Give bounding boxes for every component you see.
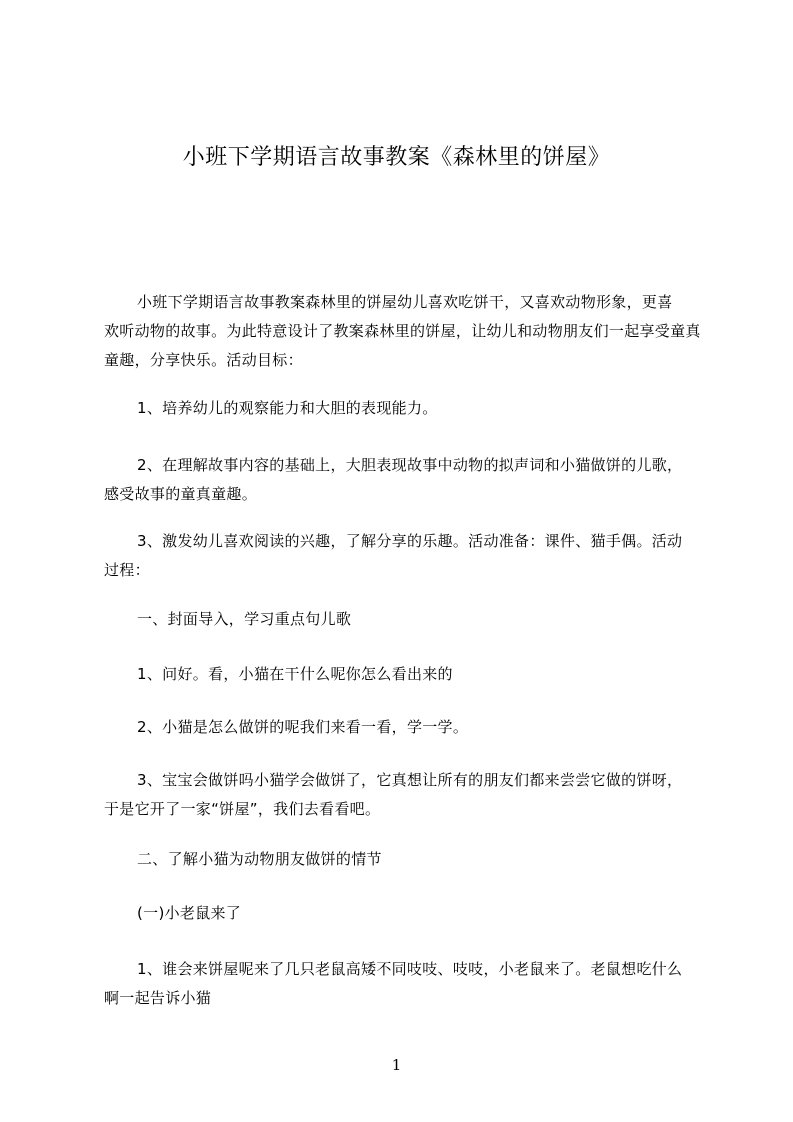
subsection-heading — [104, 899, 704, 928]
paragraph-step-1 — [104, 660, 704, 689]
paragraph-mouse-1 — [104, 955, 704, 1013]
paragraph-goal-2 — [104, 451, 704, 509]
section-heading-2 — [104, 845, 704, 874]
paragraph-first-line: 1、培养幼儿的观察能力和大胆的表现能力。 — [137, 399, 438, 417]
paragraph-first-line: 2、在理解故事内容的基础上，大胆表现故事中动物的拟声词和小猫做饼的儿歌， — [137, 456, 683, 474]
paragraph-goal-3 — [104, 527, 704, 585]
paragraph-intro — [104, 288, 704, 375]
paragraph-first-line: 2、小猫是怎么做饼的呢我们来看一看，学一学。 — [137, 718, 469, 736]
paragraph-first-line: 1、谁会来饼屋呢来了几只老鼠高矮不同吱吱、吱吱，小老鼠来了。老鼠想吃什么 — [137, 960, 683, 978]
paragraph-continuation: 欢听动物的故事。为此特意设计了教案森林里的饼屋，让幼儿和动物朋友们一起享受童真童趣，分享快乐。活动目标： — [104, 322, 701, 369]
paragraph-first-line: 1、问好。看，小猫在干什么呢你怎么看出来的 — [137, 665, 453, 683]
paragraph-first-line: 3、激发幼儿喜欢阅读的兴趣，了解分享的乐趣。活动准备：课件、猫手偶。活动 — [137, 532, 683, 550]
paragraph-first-line: 二、了解小猫为动物朋友做饼的情节 — [137, 850, 382, 868]
paragraph-step-2 — [104, 713, 704, 742]
paragraph-continuation: 感受故事的童真童趣。 — [104, 485, 258, 503]
paragraph-continuation: 啊一起告诉小猫 — [104, 989, 212, 1007]
paragraph-continuation: 过程： — [104, 561, 150, 579]
paragraph-goal-1 — [104, 394, 704, 423]
paragraph-first-line: 3、宝宝会做饼吗小猫学会做饼了，它真想让所有的朋友们都来尝尝它做的饼呀， — [137, 771, 683, 789]
paragraph-step-3 — [104, 766, 704, 824]
page-number: 1 — [391, 1056, 402, 1074]
paragraph-continuation: 于是它开了一家“饼屋”，我们去看看吧。 — [104, 800, 381, 818]
section-heading-1 — [104, 605, 704, 634]
document-title: 小班下学期语言故事教案《森林里的饼屋》 — [182, 145, 611, 170]
paragraph-first-line: 一、封面导入，学习重点句儿歌 — [137, 610, 352, 628]
paragraph-first-line: 小班下学期语言故事教案森林里的饼屋幼儿喜欢吃饼干，又喜欢动物形象，更喜 — [137, 293, 673, 311]
paragraph-first-line: (一)小老鼠来了 — [137, 904, 242, 922]
